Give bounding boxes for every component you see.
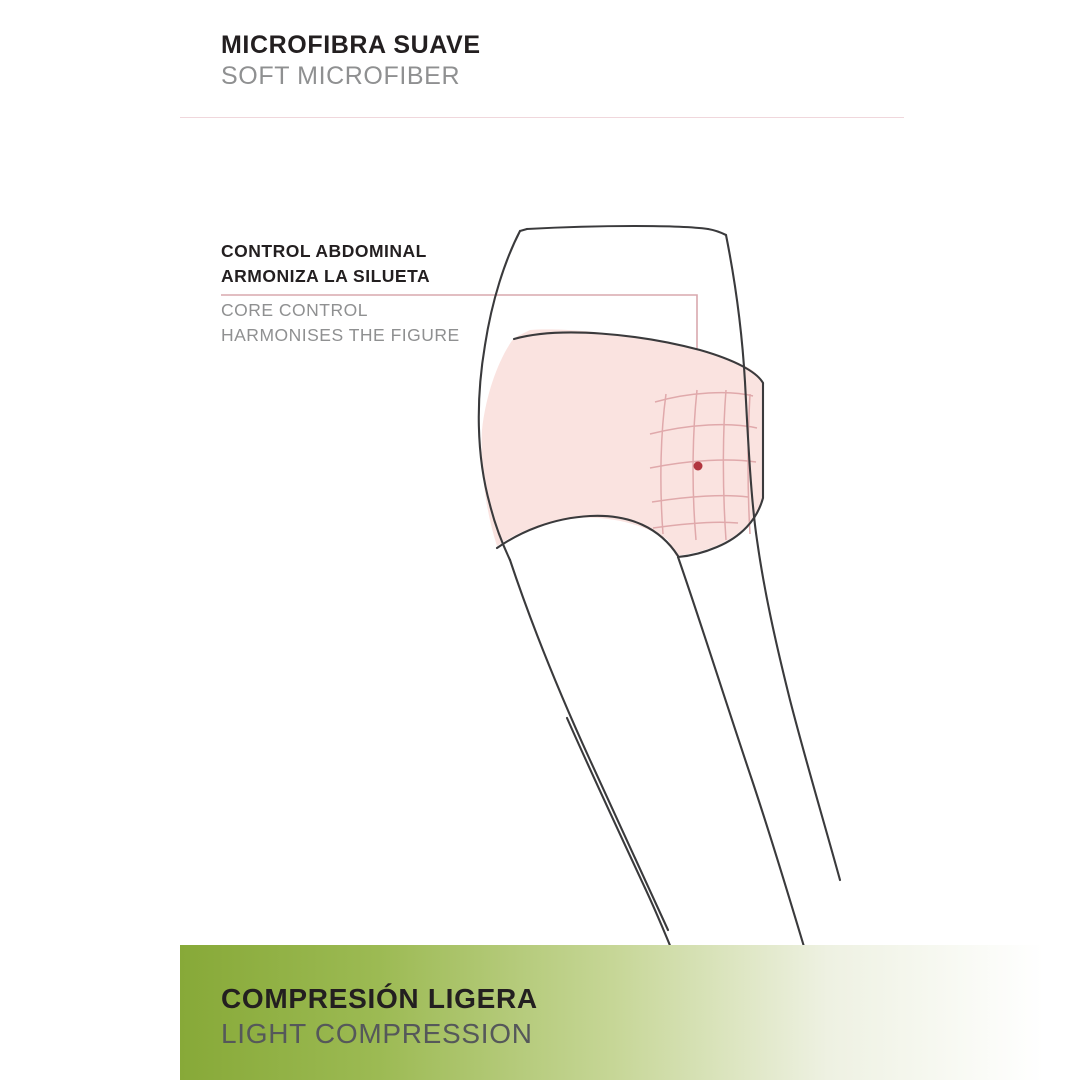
banner-text-block [221, 982, 538, 1051]
banner-title-es: COMPRESIÓN LIGERA [221, 983, 538, 1014]
header-title-es: MICROFIBRA SUAVE [221, 31, 481, 59]
callout-line1-en: CORE CONTROL [221, 299, 368, 320]
banner-title-en: LIGHT COMPRESSION [221, 1017, 533, 1049]
callout-line2-es: ARMONIZA LA SILUETA [221, 265, 431, 286]
callout-line1-es: CONTROL ABDOMINAL [221, 241, 427, 261]
grid-center-dot [694, 462, 703, 471]
callout-line2-en: HARMONISES THE FIGURE [221, 324, 460, 345]
header-title-en: SOFT MICROFIBER [221, 61, 461, 90]
